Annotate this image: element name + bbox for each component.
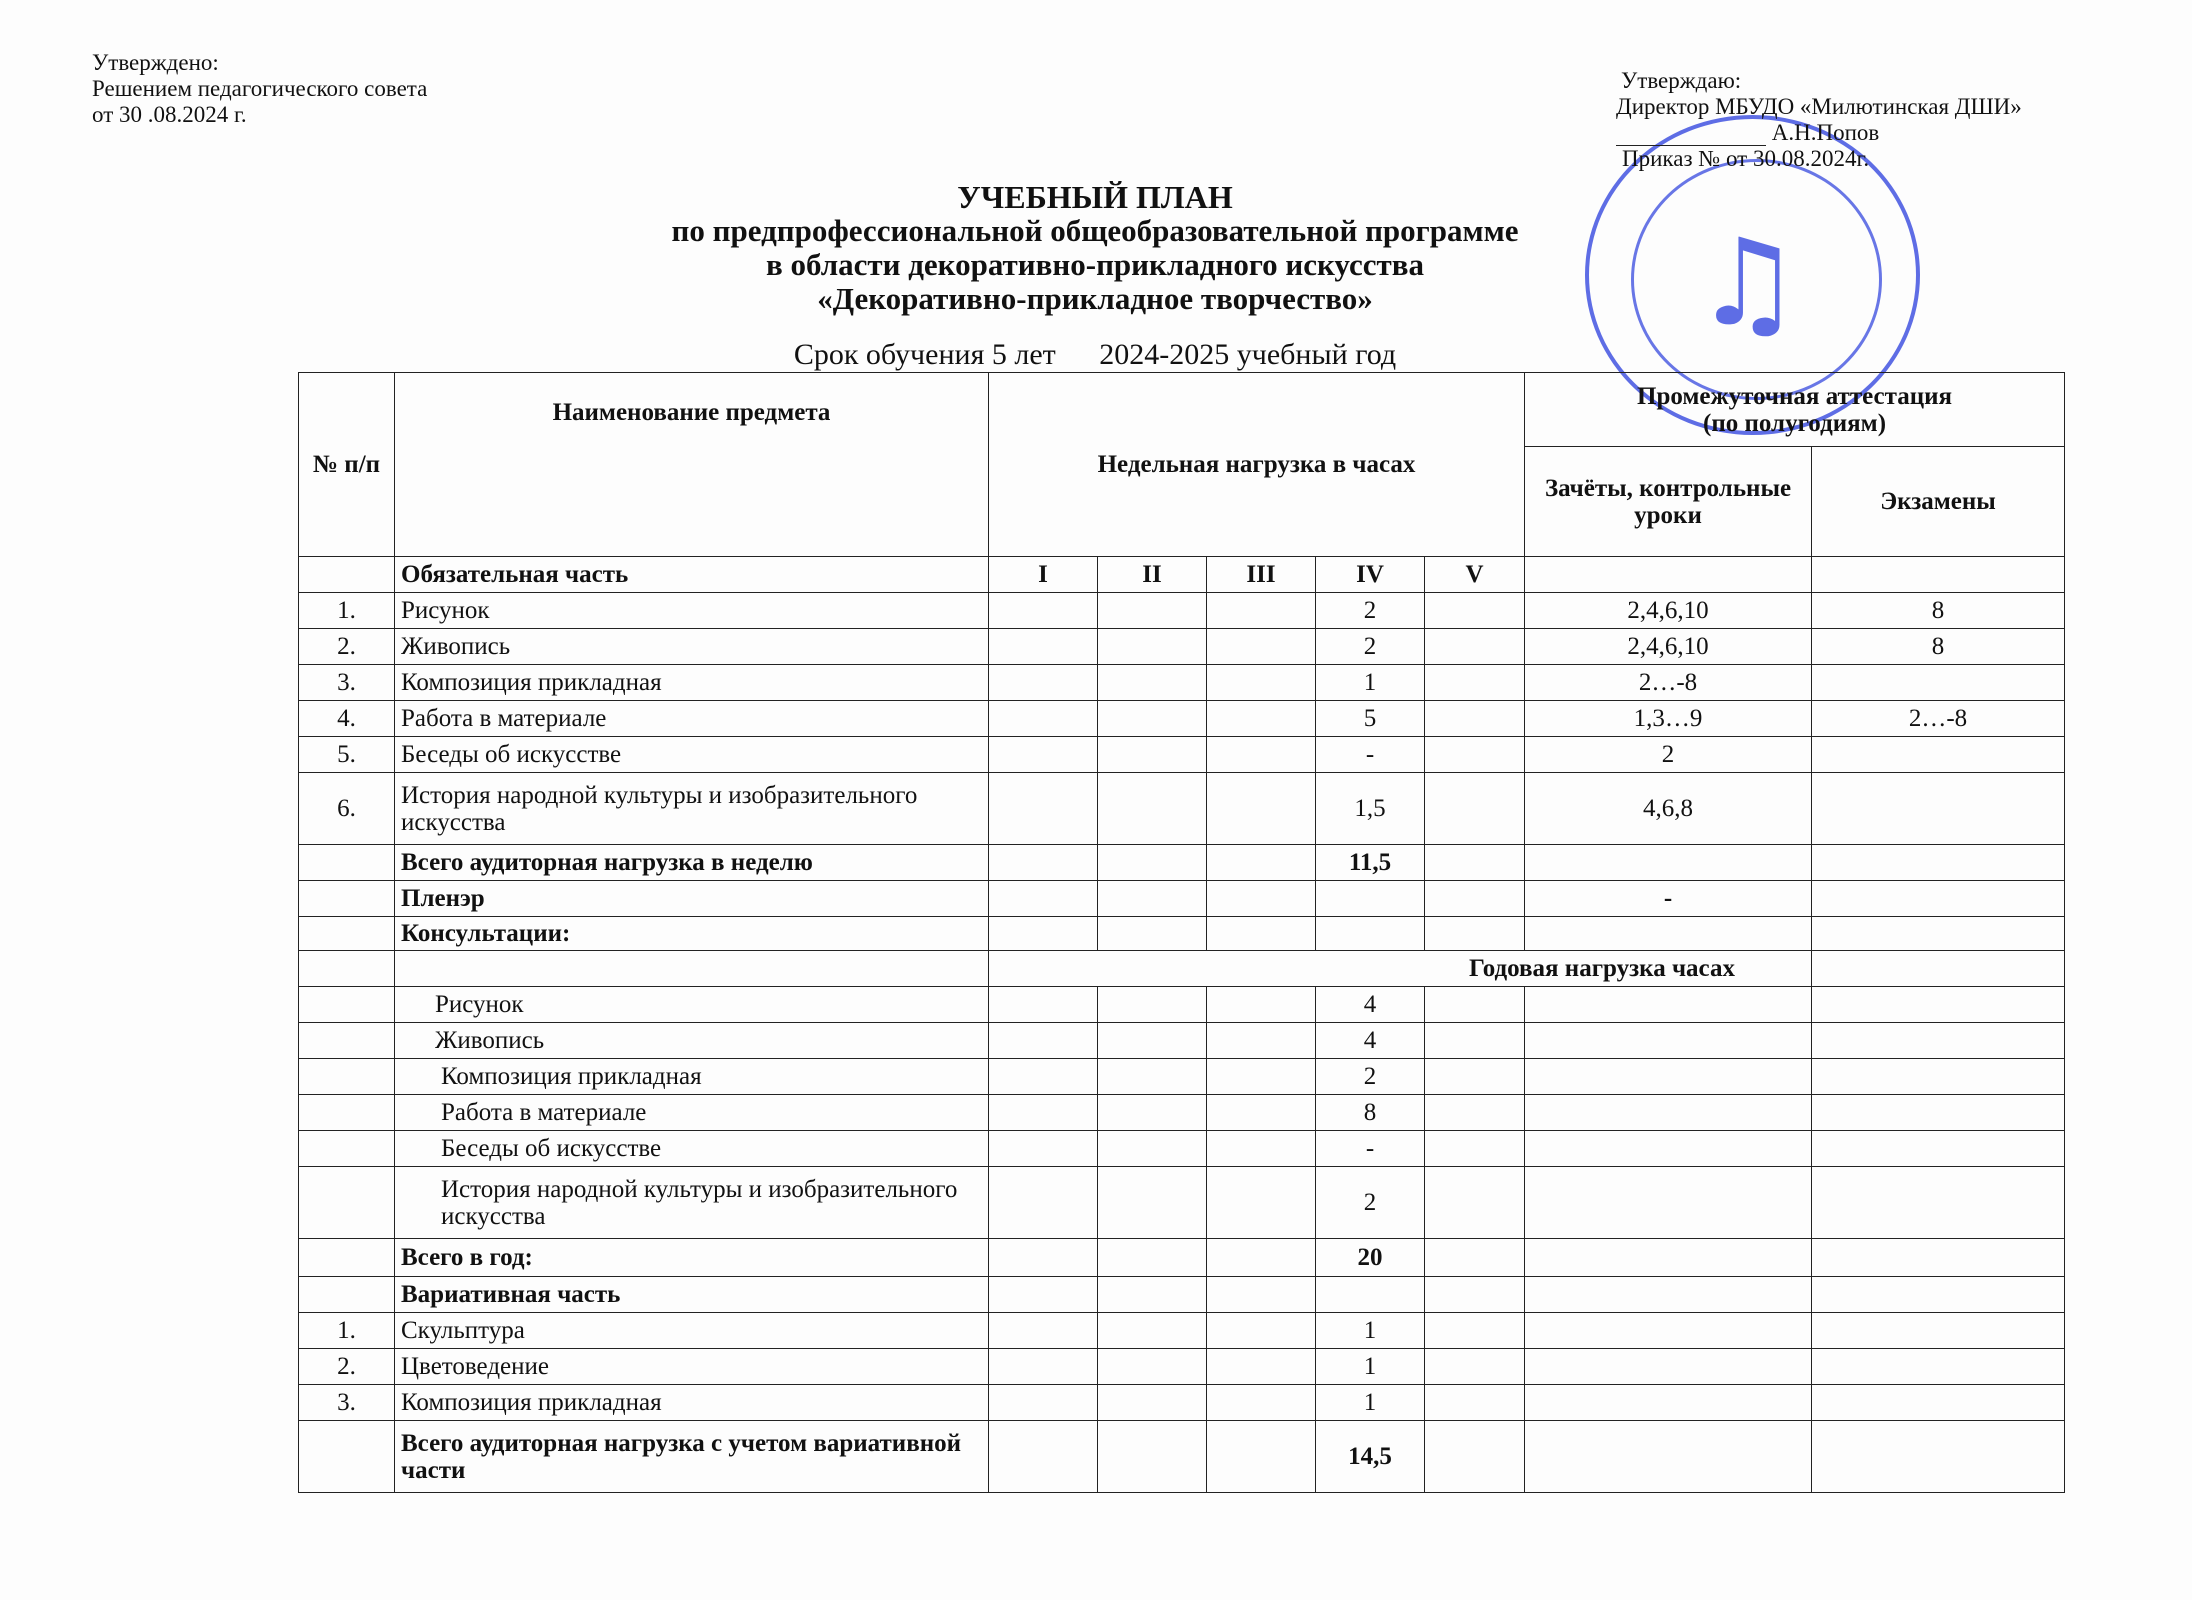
empty-cell [1425, 1349, 1525, 1385]
empty-cell [299, 845, 395, 881]
consult-subject: Живопись [395, 1023, 989, 1059]
empty-cell [1098, 1095, 1207, 1131]
empty-cell [299, 951, 395, 987]
tests-cell: 4,6,8 [1525, 773, 1812, 845]
empty-cell [1425, 737, 1525, 773]
empty-cell [1525, 1421, 1812, 1493]
empty-cell [1098, 1167, 1207, 1239]
empty-cell [989, 1167, 1098, 1239]
empty-cell [1098, 1313, 1207, 1349]
empty-cell [1812, 1313, 2065, 1349]
empty-cell [1098, 987, 1207, 1023]
approval-right [1616, 68, 2022, 172]
empty-cell [1207, 1167, 1316, 1239]
hours-iv: 2 [1316, 593, 1425, 629]
variative-header-row [299, 1277, 2065, 1313]
exams-cell [1812, 773, 2065, 845]
total-weekly-row [299, 845, 2065, 881]
consult-row [299, 1059, 2065, 1095]
empty-cell [1525, 917, 1812, 951]
empty-cell [1812, 557, 2065, 593]
tests-cell: 2…-8 [1525, 665, 1812, 701]
empty-cell [1316, 1277, 1425, 1313]
academic-year: 2024-2025 учебный год [1099, 338, 1397, 371]
empty-cell [1525, 1095, 1812, 1131]
table-row [299, 773, 2065, 845]
header-num: № п/п [299, 373, 395, 557]
total-label: Всего аудиторная нагрузка с учетом вариативной части [395, 1421, 989, 1493]
empty-cell [989, 1349, 1098, 1385]
empty-cell [1207, 1385, 1316, 1421]
approval-right-order: Приказ № от 30.08.2024г. [1622, 146, 1870, 171]
empty-cell [1812, 1421, 2065, 1493]
empty-cell [1812, 845, 2065, 881]
mandatory-header-row [299, 557, 2065, 593]
table-row [299, 629, 2065, 665]
empty-cell [1098, 1131, 1207, 1167]
subject-name: Живопись [395, 629, 989, 665]
curriculum-table [298, 372, 2065, 1493]
empty-cell [989, 845, 1098, 881]
title-main: УЧЕБНЫЙ ПЛАН [957, 179, 1233, 215]
empty-cell [1812, 1277, 2065, 1313]
empty-cell [1098, 917, 1207, 951]
empty-cell [989, 1059, 1098, 1095]
consult-hours: 2 [1316, 1167, 1425, 1239]
empty-cell [1207, 917, 1316, 951]
empty-cell [1098, 1277, 1207, 1313]
variative-subject: Скульптура [395, 1313, 989, 1349]
empty-cell [1525, 1059, 1812, 1095]
empty-cell [1098, 593, 1207, 629]
empty-cell [1525, 1313, 1812, 1349]
empty-cell [1425, 917, 1525, 951]
consult-subject: Работа в материале [395, 1095, 989, 1131]
empty-cell [1425, 665, 1525, 701]
empty-cell [1098, 1239, 1207, 1277]
consultations-row [299, 917, 2065, 951]
consult-hours: 8 [1316, 1095, 1425, 1131]
empty-cell [1525, 1167, 1812, 1239]
empty-cell [1207, 1277, 1316, 1313]
consult-row [299, 1131, 2065, 1167]
empty-cell [1525, 557, 1812, 593]
plein-air-label: Пленэр [395, 881, 989, 917]
empty-cell [299, 1059, 395, 1095]
empty-cell [1098, 773, 1207, 845]
consult-row [299, 1167, 2065, 1239]
empty-cell [299, 1239, 395, 1277]
hours-iv: 5 [1316, 701, 1425, 737]
exams-cell [1812, 737, 2065, 773]
empty-cell [299, 881, 395, 917]
empty-cell [1525, 1023, 1812, 1059]
director-name: А.Н.Попов [1771, 120, 1880, 145]
total-all-row [299, 1421, 2065, 1493]
empty-cell [299, 1131, 395, 1167]
approval-left-line1: Утверждено: [92, 50, 219, 75]
tests-cell: 2 [1525, 737, 1812, 773]
empty-cell [1098, 1023, 1207, 1059]
variative-subject: Цветоведение [395, 1349, 989, 1385]
empty-cell [1812, 1131, 2065, 1167]
consult-row [299, 1095, 2065, 1131]
empty-cell [1425, 1167, 1525, 1239]
consult-row [299, 987, 2065, 1023]
empty-cell [989, 1421, 1098, 1493]
variative-label: Вариативная часть [395, 1277, 989, 1313]
consult-subject: Беседы об искусстве [395, 1131, 989, 1167]
exams-cell [1812, 665, 2065, 701]
empty-cell [1425, 1023, 1525, 1059]
empty-cell [1425, 593, 1525, 629]
empty-cell [1207, 845, 1316, 881]
empty-cell [1207, 665, 1316, 701]
empty-cell [1207, 987, 1316, 1023]
subject-name: Работа в материале [395, 701, 989, 737]
empty-cell [989, 665, 1098, 701]
attestation-subtitle: (по полугодиям) [1703, 409, 1887, 437]
empty-cell [1425, 1385, 1525, 1421]
subject-name: История народной культуры и изобразительного искусства [395, 773, 989, 845]
plein-air-tests: - [1525, 881, 1812, 917]
exams-cell: 8 [1812, 593, 2065, 629]
empty-cell [1207, 629, 1316, 665]
empty-cell [1098, 845, 1207, 881]
table-row [299, 737, 2065, 773]
empty-cell [1207, 701, 1316, 737]
empty-cell [1425, 1239, 1525, 1277]
empty-cell [1207, 1131, 1316, 1167]
empty-cell [299, 917, 395, 951]
empty-cell [1316, 917, 1425, 951]
subject-name: Беседы об искусстве [395, 737, 989, 773]
empty-cell [1207, 1313, 1316, 1349]
empty-cell [299, 987, 395, 1023]
empty-cell [989, 1313, 1098, 1349]
row-num: 3. [299, 665, 395, 701]
empty-cell [1425, 773, 1525, 845]
consult-subject: Композиция прикладная [395, 1059, 989, 1095]
signature-line [1616, 125, 1766, 146]
empty-cell [1812, 881, 2065, 917]
grade-ii: II [1098, 557, 1207, 593]
empty-cell [1812, 1385, 2065, 1421]
empty-cell [1098, 1421, 1207, 1493]
row-num: 1. [299, 1313, 395, 1349]
empty-cell [989, 1277, 1098, 1313]
empty-cell [989, 1131, 1098, 1167]
empty-cell [1525, 845, 1812, 881]
approval-left-line3: от 30 .08.2024 г. [92, 102, 247, 127]
consult-hours: 4 [1316, 1023, 1425, 1059]
variative-row [299, 1313, 2065, 1349]
empty-cell [299, 557, 395, 593]
total-value: 20 [1316, 1239, 1425, 1277]
empty-cell [989, 1385, 1098, 1421]
empty-cell [1207, 1239, 1316, 1277]
row-num: 1. [299, 593, 395, 629]
variative-row [299, 1349, 2065, 1385]
empty-cell [1098, 1059, 1207, 1095]
consult-hours: 4 [1316, 987, 1425, 1023]
empty-cell [1812, 1095, 2065, 1131]
empty-cell [989, 593, 1098, 629]
term-and-year [560, 338, 1630, 372]
total-value: 11,5 [1316, 845, 1425, 881]
empty-cell [1425, 1095, 1525, 1131]
empty-cell [1812, 1349, 2065, 1385]
empty-cell [1098, 881, 1207, 917]
empty-cell [1207, 593, 1316, 629]
empty-cell [1098, 1385, 1207, 1421]
empty-cell [299, 1277, 395, 1313]
empty-cell [299, 1023, 395, 1059]
consult-hours: - [1316, 1131, 1425, 1167]
table-row [299, 701, 2065, 737]
empty-cell [1425, 845, 1525, 881]
approval-right-signature [1616, 120, 2022, 146]
empty-cell [989, 773, 1098, 845]
term: Срок обучения 5 лет [793, 338, 1056, 371]
empty-cell [989, 881, 1098, 917]
exams-cell: 2…-8 [1812, 701, 2065, 737]
total-label: Всего аудиторная нагрузка в неделю [395, 845, 989, 881]
empty-cell [299, 1421, 395, 1493]
exams-cell: 8 [1812, 629, 2065, 665]
consultations-label: Консультации: [395, 917, 989, 951]
grade-iv: IV [1316, 557, 1425, 593]
empty-cell [1525, 1277, 1812, 1313]
hours-iv: 1 [1316, 665, 1425, 701]
consult-row [299, 1023, 2065, 1059]
empty-cell [1812, 987, 2065, 1023]
row-num: 6. [299, 773, 395, 845]
empty-cell [299, 1167, 395, 1239]
empty-cell [1525, 1349, 1812, 1385]
variative-row [299, 1385, 2065, 1421]
empty-cell [1098, 629, 1207, 665]
mandatory-label: Обязательная часть [395, 557, 989, 593]
tests-cell: 2,4,6,10 [1525, 593, 1812, 629]
empty-cell [989, 629, 1098, 665]
empty-cell [1207, 773, 1316, 845]
empty-cell [1425, 1421, 1525, 1493]
consult-subject: Рисунок [395, 987, 989, 1023]
approval-left [92, 50, 427, 128]
empty-cell [1812, 1167, 2065, 1239]
header-attestation [1525, 373, 2065, 447]
empty-cell [989, 1023, 1098, 1059]
empty-cell [989, 701, 1098, 737]
empty-cell [1812, 951, 2065, 987]
table-row [299, 665, 2065, 701]
consult-subject: История народной культуры и изобразительного искусства [395, 1167, 989, 1239]
row-num: 2. [299, 1349, 395, 1385]
empty-cell [1425, 1131, 1525, 1167]
tests-cell: 2,4,6,10 [1525, 629, 1812, 665]
empty-cell [989, 1239, 1098, 1277]
empty-cell [1316, 881, 1425, 917]
empty-cell [989, 917, 1098, 951]
empty-cell [395, 951, 989, 987]
variative-hours: 1 [1316, 1313, 1425, 1349]
empty-cell [1425, 1313, 1525, 1349]
music-note-icon: ♫ [1694, 214, 1802, 353]
title-line3: в области декоративно-прикладного искусства [766, 247, 1424, 282]
empty-cell [1207, 1349, 1316, 1385]
attestation-title: Промежуточная аттестация [1637, 382, 1953, 410]
yearly-label-row [299, 951, 2065, 987]
row-num: 3. [299, 1385, 395, 1421]
empty-cell [1812, 1239, 2065, 1277]
title-line2: по предпрофессиональной общеобразовательной программе [671, 213, 1519, 248]
empty-cell [1812, 917, 2065, 951]
empty-cell [989, 737, 1098, 773]
row-num: 2. [299, 629, 395, 665]
header-weekly: Недельная нагрузка в часах [989, 373, 1525, 557]
empty-cell [1425, 987, 1525, 1023]
consult-hours: 2 [1316, 1059, 1425, 1095]
plein-air-row [299, 881, 2065, 917]
empty-cell [1207, 881, 1316, 917]
grade-iii: III [1207, 557, 1316, 593]
tests-cell: 1,3…9 [1525, 701, 1812, 737]
empty-cell [1525, 1385, 1812, 1421]
empty-cell [1425, 629, 1525, 665]
empty-cell [1207, 1023, 1316, 1059]
empty-cell [1098, 1349, 1207, 1385]
subject-name: Композиция прикладная [395, 665, 989, 701]
empty-cell [1812, 1059, 2065, 1095]
empty-cell [1525, 1131, 1812, 1167]
table-row [299, 593, 2065, 629]
grade-i: I [989, 557, 1098, 593]
empty-cell [1425, 1277, 1525, 1313]
grade-v: V [1425, 557, 1525, 593]
hours-iv: 1,5 [1316, 773, 1425, 845]
variative-hours: 1 [1316, 1385, 1425, 1421]
empty-cell [1207, 1095, 1316, 1131]
header-exams: Экзамены [1812, 447, 2065, 557]
empty-cell [1812, 1023, 2065, 1059]
empty-cell [1425, 1059, 1525, 1095]
empty-cell [1525, 987, 1812, 1023]
empty-cell [1207, 1421, 1316, 1493]
document-title [560, 180, 1630, 316]
empty-cell [1207, 1059, 1316, 1095]
total-value: 14,5 [1316, 1421, 1425, 1493]
total-year-row [299, 1239, 2065, 1277]
empty-cell [1425, 701, 1525, 737]
hours-iv: 2 [1316, 629, 1425, 665]
empty-cell [1525, 1239, 1812, 1277]
header-row-1 [299, 373, 2065, 447]
empty-cell [1425, 881, 1525, 917]
empty-cell [1098, 701, 1207, 737]
variative-hours: 1 [1316, 1349, 1425, 1385]
yearly-load-label: Годовая нагрузка часах [989, 951, 1812, 987]
approval-right-line2: Директор МБУДО «Милютинская ДШИ» [1616, 94, 2022, 119]
total-label: Всего в год: [395, 1239, 989, 1277]
empty-cell [989, 987, 1098, 1023]
empty-cell [1207, 737, 1316, 773]
hours-iv: - [1316, 737, 1425, 773]
variative-subject: Композиция прикладная [395, 1385, 989, 1421]
approval-right-line1: Утверждаю: [1621, 68, 1742, 93]
header-tests: Зачёты, контрольные уроки [1525, 447, 1812, 557]
title-line4: «Декоративно-прикладное творчество» [817, 281, 1373, 316]
empty-cell [299, 1095, 395, 1131]
subject-name: Рисунок [395, 593, 989, 629]
row-num: 5. [299, 737, 395, 773]
empty-cell [1098, 737, 1207, 773]
header-subject: Наименование предмета [395, 373, 989, 557]
row-num: 4. [299, 701, 395, 737]
empty-cell [989, 1095, 1098, 1131]
empty-cell [1098, 665, 1207, 701]
approval-left-line2: Решением педагогического совета [92, 76, 428, 101]
